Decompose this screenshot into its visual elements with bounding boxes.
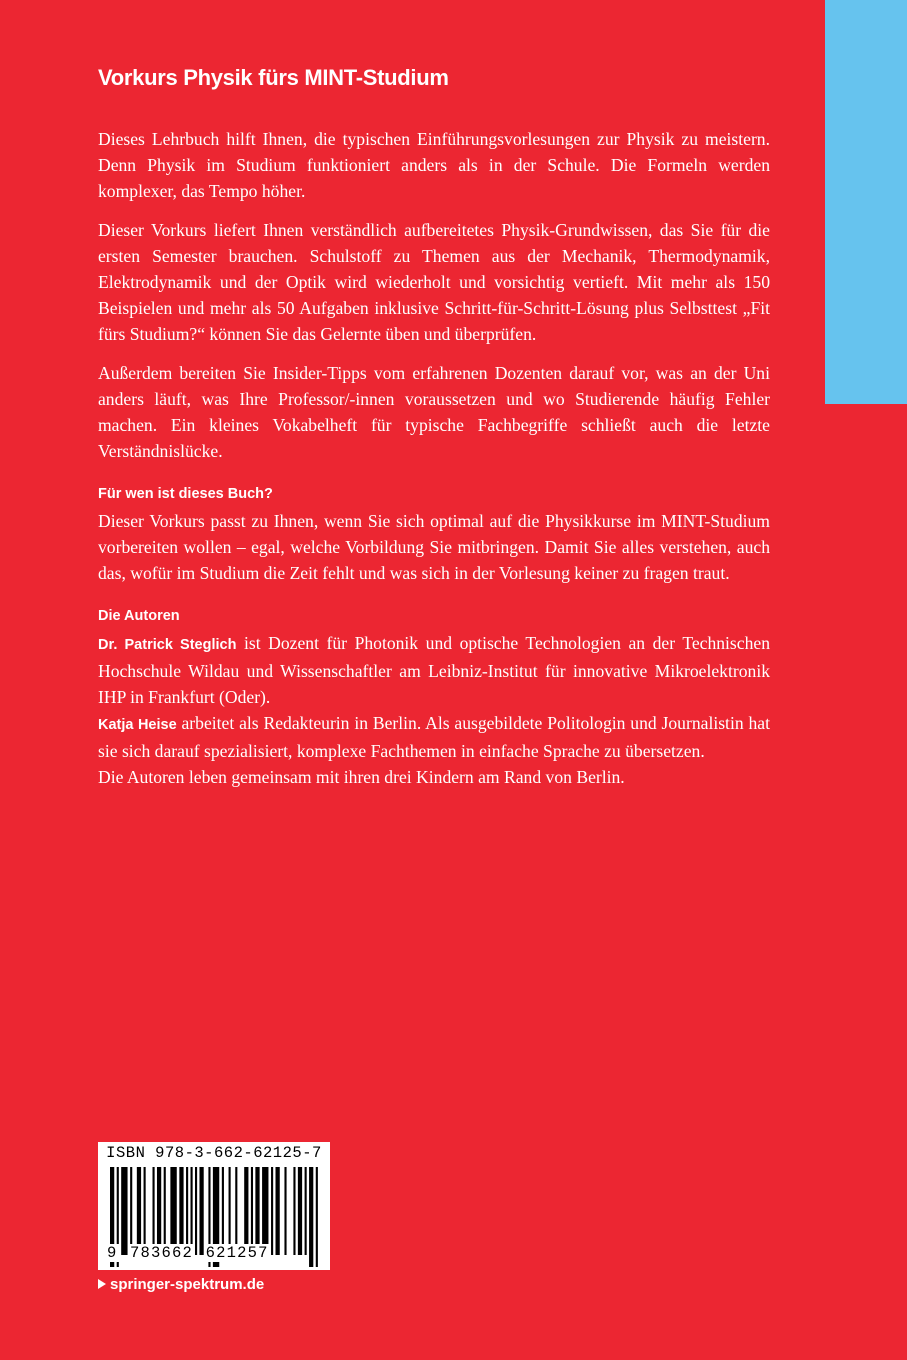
- barcode-bar: [170, 1167, 176, 1255]
- barcode-bar: [229, 1167, 231, 1255]
- accent-color-tab: [825, 0, 907, 404]
- author-bio-2-text: arbeitet als Redakteurin in Berlin. Als ausgebildete Politologin und Journalistin hat sie sich darauf spezialisiert, komplexe Fachthemen in einfache Sprache zu übersetzen.: [98, 713, 770, 761]
- barcode-bar: [186, 1167, 188, 1255]
- audience-heading: Für wen ist dieses Buch?: [98, 486, 273, 502]
- barcode-bar: [284, 1167, 286, 1255]
- author-name-2: Katja Heise: [98, 717, 177, 733]
- barcode-bar: [262, 1167, 268, 1255]
- ean-digits-left: 783662: [130, 1244, 194, 1262]
- publisher-link[interactable]: [98, 1276, 264, 1293]
- barcode-bar: [121, 1167, 127, 1255]
- author-bio-2: [98, 710, 770, 764]
- barcode-bar: [251, 1167, 253, 1255]
- barcode-bar: [137, 1167, 141, 1255]
- barcode-bar: [222, 1167, 224, 1255]
- play-arrow-icon: [98, 1279, 106, 1289]
- barcode-bar: [235, 1167, 237, 1255]
- barcode-bar: [144, 1167, 146, 1255]
- barcode-bar: [276, 1167, 280, 1255]
- author-bio-1-text: ist Dozent für Photonik und optische Technologien an der Technischen Hochschule Wildau und Wissenschaftler am Leibniz-Institut für innovative Mikroelektronik IHP in Frankfurt (Oder).: [98, 633, 770, 707]
- barcode-bar: [298, 1167, 302, 1255]
- ean-digits: [106, 1244, 326, 1262]
- barcode-bar: [255, 1167, 259, 1255]
- barcode-bar: [199, 1167, 203, 1255]
- publisher-url: springer-spektrum.de: [110, 1276, 265, 1293]
- barcode-bar: [179, 1167, 183, 1255]
- barcode-bar: [130, 1167, 132, 1255]
- authors-heading: Die Autoren: [98, 608, 180, 624]
- authors-closing: Die Autoren leben gemeinsam mit ihren drei Kindern am Rand von Berlin.: [98, 767, 625, 787]
- intro-paragraph-1: Dieses Lehrbuch hilft Ihnen, die typischen Einführungsvorlesungen zur Physik zu meistern. Denn Physik im Studium funktioniert anders als in der Schule. Die Formeln werden komplexer, das Tempo höher.: [98, 129, 770, 201]
- audience-text: Dieser Vorkurs passt zu Ihnen, wenn Sie sich optimal auf die Physikkurse im MINT-Studium vorbereiten wollen – egal, welche Vorbildung Sie mitbringen. Damit Sie alles verstehen, auch das, wofür im Studium die Zeit fehlt und was sich in der Vorlesung keiner zu fragen traut.: [98, 511, 770, 583]
- isbn-label: ISBN 978-3-662-62125-7: [106, 1144, 322, 1162]
- barcode-bar: [152, 1167, 154, 1255]
- isbn-barcode: [98, 1142, 330, 1270]
- barcode-bar: [293, 1167, 295, 1255]
- intro-paragraph-3: Außerdem bereiten Sie Insider-Tipps vom erfahrenen Dozenten darauf vor, was an der Uni anders läuft, was Ihre Professor/-innen voraussetzen und wo Studierende häufig Fehler machen. Ein kleines Vokabelheft für typische Fachbegriffe schließt auch die letzte Verständnislücke.: [98, 363, 770, 461]
- barcode-bar: [191, 1167, 193, 1255]
- back-cover-content: [98, 60, 770, 790]
- barcode-bar: [157, 1167, 161, 1255]
- barcode-bar: [305, 1167, 307, 1255]
- book-title: Vorkurs Physik fürs MINT-Studium: [98, 65, 449, 90]
- barcode-bar: [195, 1167, 197, 1255]
- ean-digits-right: 621257: [205, 1244, 269, 1262]
- barcode-bar: [271, 1167, 273, 1255]
- barcode-bar: [244, 1167, 248, 1255]
- author-bio-1: [98, 630, 770, 710]
- author-name-1: Dr. Patrick Steglich: [98, 637, 237, 653]
- intro-paragraph-2: Dieser Vorkurs liefert Ihnen verständlich aufbereitetes Physik-Grundwissen, das Sie für die ersten Semester brauchen. Schulstoff zu Themen aus der Mechanik, Thermodynamik, Elektrodynamik und der Optik wird wiederholt und vorsichtig vertieft. Mit mehr als 150 Beispielen und mehr als 50 Aufgaben inklusive Schritt-für-Schritt-Lösung plus Selbsttest „Fit fürs Studium?“ können Sie das Gelernte üben und überprüfen.: [98, 220, 770, 344]
- barcode-bar: [164, 1167, 166, 1255]
- ean-digit-lead: 9: [107, 1244, 118, 1262]
